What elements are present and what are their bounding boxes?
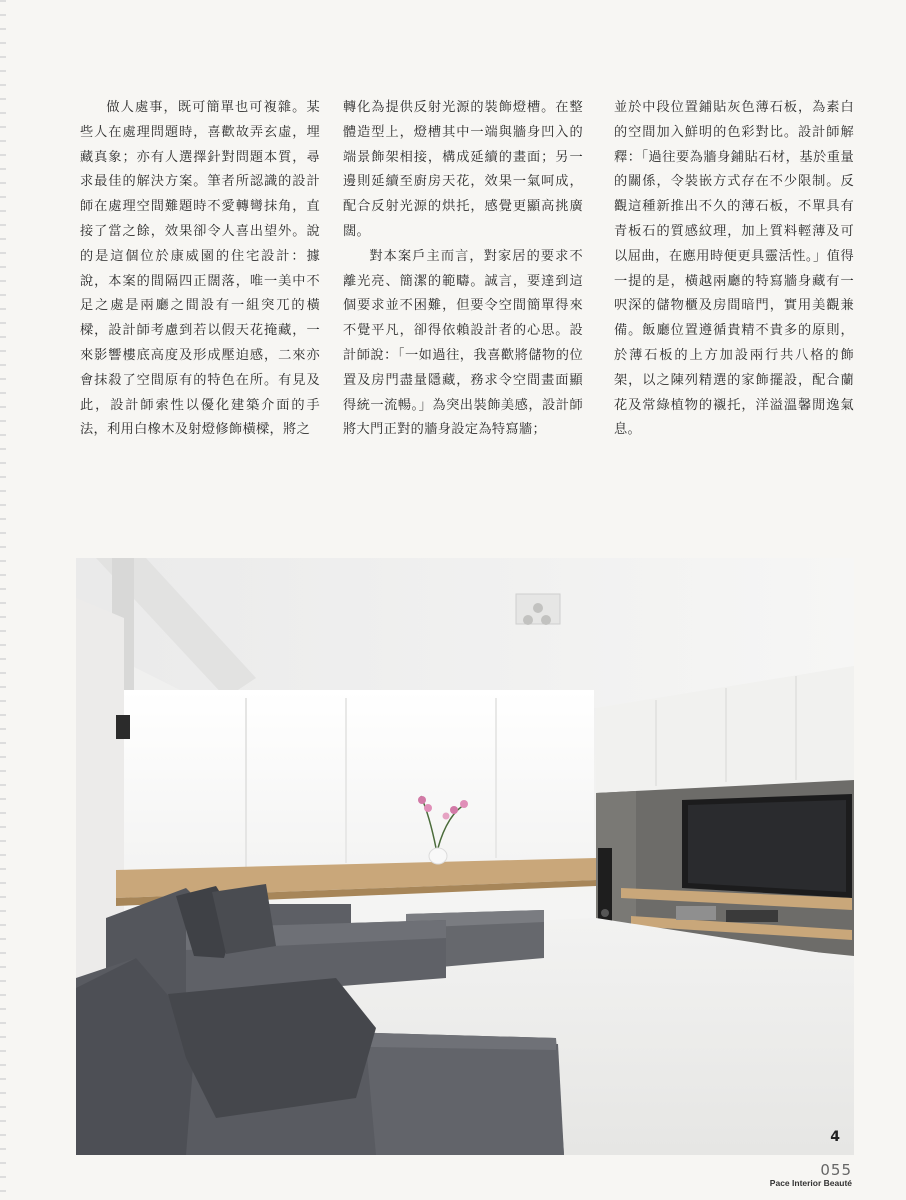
- page-spine: [0, 0, 6, 1200]
- av-receiver: [676, 906, 716, 920]
- page-footer: [770, 1162, 852, 1189]
- article-paragraph: 對本案戶主而言，對家居的要求不離光亮、簡潔的範疇。誠言，要達到這個要求並不困難，但要令空間簡單得來不覺平凡，卻得依賴設計者的心思。設計師說：「一如過往，我喜歡將儲物的位置及房門盡量隱藏，務求令空間畫面顯得統一流暢。」為突出裝飾美感，設計師將大門正對的牆身設定為特寫牆；: [343, 248, 583, 438]
- ceiling-spotlight-icon: [516, 594, 560, 625]
- article-column-1: [80, 96, 320, 443]
- article-paragraph: 並於中段位置鋪貼灰色薄石板，為素白的空間加入鮮明的色彩對比。設計師解釋：「過往要為牆身鋪貼石材，基於重量的關係，令裝嵌方式存在不少限制。反觀這種新推出不久的薄石板，不單具有青板石的質感紋理，加上質料輕薄及可以屈曲，在應用時便更具靈活性。」值得一提的是，橫越兩廳的特寫牆身藏有一呎深的儲物櫃及房間暗門，實用美觀兼備。飯廳位置遵循貴精不貴多的原則，於薄石板的上方加設兩行共八格的飾架，以之陳列精選的家飾擺設，配合蘭花及常綠植物的襯托，洋溢溫馨閒逸氣息。: [614, 100, 854, 438]
- living-room-illustration: [76, 558, 854, 1155]
- wall-speaker-icon: [116, 715, 130, 739]
- article-column-3: [614, 96, 854, 443]
- figure-number: 4: [830, 1129, 840, 1145]
- article-paragraph: 做人處事，既可簡單也可複雜。某些人在處理問題時，喜歡故弄玄虛，埋藏真象；亦有人選擇針對問題本質，尋求最佳的解決方案。筆者所認識的設計師在處理空間難題時不愛轉彎抹角，直接了當之餘，效果卻令人喜出望外。說的是這個位於康威園的住宅設計：據說，本案的間隔四正闊落，唯一美中不足之處是兩廳之間設有一組突兀的橫樑，設計師考慮到若以假天花掩藏，一來影響樓底高度及形成壓迫感，二來亦會抹殺了空間原有的特色在所。有見及此，設計師索性以優化建築介面的手法，利用白橡木及射燈修飾橫樑，將之: [80, 100, 320, 438]
- dvd-player: [726, 910, 778, 922]
- television-icon: [682, 794, 852, 898]
- magazine-name: Pace Interior Beauté: [769, 1178, 852, 1188]
- living-room-photo: [76, 558, 854, 1155]
- article-column-2: [343, 96, 583, 443]
- article-paragraph: 轉化為提供反射光源的裝飾燈槽。在整體造型上，燈槽其中一端與牆身凹入的端景飾架相接，構成延續的畫面；另一邊則延續至廚房天花，效果一氣呵成，配合反射光源的烘托，感覺更顯高挑廣闊。: [343, 100, 583, 239]
- window-wall: [124, 690, 594, 880]
- page-number: 055: [820, 1161, 852, 1179]
